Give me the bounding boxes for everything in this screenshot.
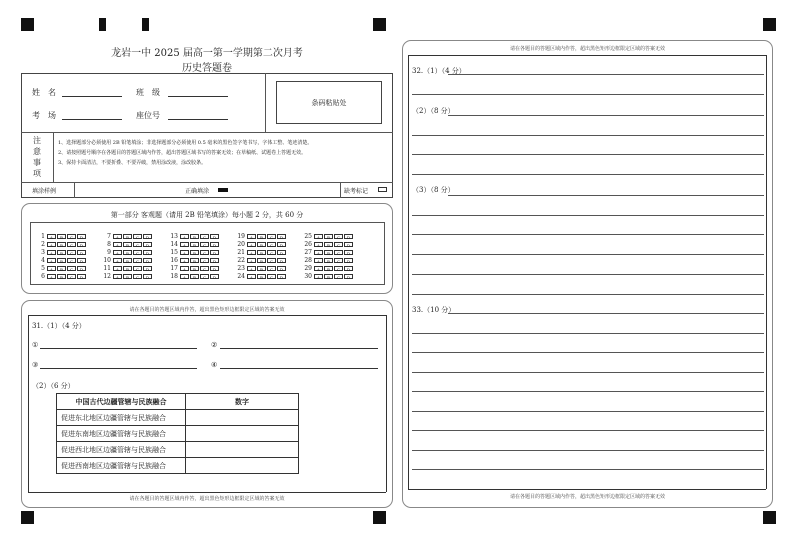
answer-bubble-26-D[interactable]: D xyxy=(344,242,353,247)
objective-question-3 xyxy=(37,249,87,256)
answer-bubble-29-B[interactable]: B xyxy=(324,266,333,271)
registration-mark-top-1 xyxy=(99,18,106,31)
q31-blank-4[interactable] xyxy=(220,368,378,369)
answer-bubble-17-D[interactable]: D xyxy=(210,266,219,271)
q31-bottom-border xyxy=(28,492,386,493)
question-number: 6 xyxy=(41,273,45,280)
q31-blank-1[interactable] xyxy=(40,348,197,349)
answer-bubble-22-B[interactable]: B xyxy=(257,258,266,263)
answer-bubble-11-A[interactable]: A xyxy=(113,266,122,271)
objective-question-1 xyxy=(37,233,87,240)
name-label: 姓 名 xyxy=(32,88,56,97)
fill-sample-label: 填涂样例 xyxy=(32,188,57,195)
notice-item-3: 3、保持卡面清洁，不要折叠、不要弄破，禁用涂改液，涂改胶条。 xyxy=(58,160,207,166)
answer-bubble-9-B[interactable]: B xyxy=(123,250,132,255)
answer-bubble-18-D[interactable]: D xyxy=(210,274,219,279)
answer-bubble-25-A[interactable]: A xyxy=(314,234,323,239)
answer-line-14[interactable] xyxy=(412,333,764,334)
objective-question-18 xyxy=(170,273,220,280)
answer-bubble-9-D[interactable]: D xyxy=(143,250,152,255)
answer-line-11[interactable] xyxy=(412,274,764,275)
answer-line-7[interactable] xyxy=(448,195,764,196)
q31-blank-3-label: ③ xyxy=(32,361,39,369)
q31-part2-label: （2）（6 分） xyxy=(32,382,75,390)
registration-mark-top-left xyxy=(21,18,34,31)
answer-bubble-23-D[interactable]: D xyxy=(277,266,286,271)
answer-line-12[interactable] xyxy=(412,294,764,295)
question-number: 21 xyxy=(237,249,245,256)
question-number: 28 xyxy=(304,257,312,264)
answer-line-4[interactable] xyxy=(412,135,764,136)
objective-question-6 xyxy=(37,273,87,280)
answer-bubble-7-D[interactable]: D xyxy=(143,234,152,239)
answer-bubble-5-D[interactable]: D xyxy=(77,266,86,271)
answer-bubble-11-D[interactable]: D xyxy=(143,266,152,271)
q31-table-answer-cell[interactable] xyxy=(186,410,299,426)
answer-bubble-14-B[interactable]: B xyxy=(190,242,199,247)
answer-bubble-15-D[interactable]: D xyxy=(210,250,219,255)
q31-part1-label: 31.（1）（4 分） xyxy=(32,322,86,330)
answer-bubble-2-B[interactable]: B xyxy=(57,242,66,247)
info-divider xyxy=(21,132,393,133)
answer-bubble-18-C[interactable]: C xyxy=(200,274,209,279)
answer-line-13[interactable] xyxy=(448,313,764,314)
answer-bubble-7-A[interactable]: A xyxy=(113,234,122,239)
q31-table-header-number: 数字 xyxy=(186,394,299,410)
answer-bubble-26-B[interactable]: B xyxy=(324,242,333,247)
answer-bubble-18-A[interactable]: A xyxy=(180,274,189,279)
answer-bubble-1-B[interactable]: B xyxy=(57,234,66,239)
objective-question-24 xyxy=(237,273,287,280)
question-number: 8 xyxy=(107,241,111,248)
objective-question-8 xyxy=(103,241,153,248)
answer-bubble-20-A[interactable]: A xyxy=(247,242,256,247)
objective-question-29 xyxy=(304,265,354,272)
answer-bubble-26-A[interactable]: A xyxy=(314,242,323,247)
q31-blank-1-label: ① xyxy=(32,341,39,349)
answer-bubble-27-C[interactable]: C xyxy=(334,250,343,255)
q31-left-border xyxy=(28,315,29,492)
answer-bubble-22-D[interactable]: D xyxy=(277,258,286,263)
answer-bubble-30-B[interactable]: B xyxy=(324,274,333,279)
class-field[interactable] xyxy=(168,96,228,97)
answer-line-21[interactable] xyxy=(412,469,764,470)
question-number: 2 xyxy=(41,241,45,248)
answer-bubble-27-A[interactable]: A xyxy=(314,250,323,255)
answer-bubble-4-D[interactable]: D xyxy=(77,258,86,263)
answer-bubble-21-D[interactable]: D xyxy=(277,250,286,255)
q31-blank-2[interactable] xyxy=(220,348,378,349)
q31-top-border xyxy=(28,315,386,316)
answer-bubble-22-C[interactable]: C xyxy=(267,258,276,263)
answer-bubble-1-C[interactable]: C xyxy=(67,234,76,239)
answer-bubble-6-B[interactable]: B xyxy=(57,274,66,279)
objective-question-19 xyxy=(237,233,287,240)
question-number: 15 xyxy=(170,249,178,256)
objective-question-16 xyxy=(170,257,220,264)
notice-divider xyxy=(21,182,393,183)
answer-bubble-9-A[interactable]: A xyxy=(113,250,122,255)
answer-bubble-10-D[interactable]: D xyxy=(143,258,152,263)
table-row xyxy=(57,458,299,474)
registration-mark-top-right xyxy=(763,18,776,31)
answer-bubble-3-D[interactable]: D xyxy=(77,250,86,255)
q33-label: 33.（10 分） xyxy=(412,306,456,314)
q31-table-row-label: 促进东北地区边疆管辖与民族融合 xyxy=(57,410,186,426)
answer-bubble-28-B[interactable]: B xyxy=(324,258,333,263)
answer-bubble-6-D[interactable]: D xyxy=(77,274,86,279)
answer-bubble-17-A[interactable]: A xyxy=(180,266,189,271)
q31-table-row-label: 促进西南地区边疆管辖与民族融合 xyxy=(57,458,186,474)
registration-mark-bottom-left xyxy=(21,511,34,524)
answer-bubble-12-A[interactable]: A xyxy=(113,274,122,279)
answer-bubble-1-A[interactable]: A xyxy=(47,234,56,239)
answer-line-9[interactable] xyxy=(412,234,764,235)
seat-label: 座位号 xyxy=(136,111,160,120)
notice-title-divider xyxy=(53,132,54,182)
barcode-label: 条码粘贴处 xyxy=(311,99,347,107)
answer-bubble-9-C[interactable]: C xyxy=(133,250,142,255)
answer-bubble-6-A[interactable]: A xyxy=(47,274,56,279)
barcode-divider xyxy=(265,73,266,132)
answer-bubble-13-D[interactable]: D xyxy=(210,234,219,239)
answer-bubble-28-C[interactable]: C xyxy=(334,258,343,263)
room-label: 考 场 xyxy=(32,111,56,120)
q31-blank-3[interactable] xyxy=(40,368,197,369)
objective-question-14 xyxy=(170,241,220,248)
answer-bubble-28-A[interactable]: A xyxy=(314,258,323,263)
question-number: 22 xyxy=(237,257,245,264)
question-number: 18 xyxy=(170,273,178,280)
question-number: 17 xyxy=(170,265,178,272)
answer-bubble-1-D[interactable]: D xyxy=(77,234,86,239)
q31-region-notice-bottom: 请在各题目的答题区域内作答，超出黑色矩形边框限定区域的答案无效 xyxy=(129,496,285,502)
registration-mark-top-center xyxy=(373,18,386,31)
answer-bubble-2-A[interactable]: A xyxy=(47,242,56,247)
name-field[interactable] xyxy=(62,96,122,97)
answer-bubble-12-D[interactable]: D xyxy=(143,274,152,279)
q32-part2-label: （2）（8 分） xyxy=(412,107,455,115)
right-region-notice-top: 请在各题目的答题区域内作答，超出黑色矩形边框限定区域的答案无效 xyxy=(509,46,665,52)
answer-line-6[interactable] xyxy=(412,174,764,175)
question-number: 10 xyxy=(103,257,111,264)
q31-table-row-label: 促进东南地区边疆管辖与民族融合 xyxy=(57,426,186,442)
notice-title-1: 注 xyxy=(33,136,41,145)
answer-line-3[interactable] xyxy=(448,115,764,116)
objective-question-4 xyxy=(37,257,87,264)
fill-sample-divider-2 xyxy=(340,182,341,198)
answer-bubble-29-A[interactable]: A xyxy=(314,266,323,271)
absent-mark-box[interactable] xyxy=(378,187,387,192)
q31-table-answer-cell[interactable] xyxy=(186,426,299,442)
question-number: 13 xyxy=(170,233,178,240)
q31-region-notice-top: 请在各题目的答题区域内作答，超出黑色矩形边框限定区域的答案无效 xyxy=(129,307,285,313)
table-row xyxy=(57,426,299,442)
question-number: 24 xyxy=(237,273,245,280)
objective-question-17 xyxy=(170,265,220,272)
question-number: 1 xyxy=(41,233,45,240)
question-number: 30 xyxy=(304,273,312,280)
q31-table-header-region: 中国古代边疆管辖与民族融合 xyxy=(57,394,186,410)
answer-bubble-2-C[interactable]: C xyxy=(67,242,76,247)
right-top-border xyxy=(408,55,766,56)
right-left-border xyxy=(408,55,409,489)
answer-bubble-7-B[interactable]: B xyxy=(123,234,132,239)
answer-bubble-14-A[interactable]: A xyxy=(180,242,189,247)
answer-bubble-17-B[interactable]: B xyxy=(190,266,199,271)
objective-question-7 xyxy=(103,233,153,240)
answer-bubble-15-C[interactable]: C xyxy=(200,250,209,255)
answer-bubble-27-B[interactable]: B xyxy=(324,250,333,255)
registration-mark-top-2 xyxy=(142,18,149,31)
answer-bubble-26-C[interactable]: C xyxy=(334,242,343,247)
answer-line-20[interactable] xyxy=(412,450,764,451)
answer-bubble-21-B[interactable]: B xyxy=(257,250,266,255)
answer-bubble-5-A[interactable]: A xyxy=(47,266,56,271)
question-number: 20 xyxy=(237,241,245,248)
question-number: 11 xyxy=(103,265,111,272)
answer-line-1[interactable] xyxy=(448,74,764,75)
answer-bubble-27-D[interactable]: D xyxy=(344,250,353,255)
answer-bubble-16-B[interactable]: B xyxy=(190,258,199,263)
class-label: 班 级 xyxy=(136,88,160,97)
answer-bubble-2-D[interactable]: D xyxy=(77,242,86,247)
answer-bubble-24-D[interactable]: D xyxy=(277,274,286,279)
registration-mark-bottom-center xyxy=(373,511,386,524)
answer-line-5[interactable] xyxy=(412,154,764,155)
question-number: 23 xyxy=(237,265,245,272)
objective-question-25 xyxy=(304,233,354,240)
correct-fill-label: 正确填涂 xyxy=(185,188,210,195)
answer-bubble-11-C[interactable]: C xyxy=(133,266,142,271)
q32-part1-label: 32.（1）（4 分） xyxy=(412,67,466,75)
objective-question-2 xyxy=(37,241,87,248)
answer-bubble-23-C[interactable]: C xyxy=(267,266,276,271)
answer-bubble-25-B[interactable]: B xyxy=(324,234,333,239)
right-right-border xyxy=(766,55,767,489)
answer-bubble-25-D[interactable]: D xyxy=(344,234,353,239)
answer-line-8[interactable] xyxy=(412,215,764,216)
answer-bubble-13-B[interactable]: B xyxy=(190,234,199,239)
answer-bubble-8-B[interactable]: B xyxy=(123,242,132,247)
objective-question-22 xyxy=(237,257,287,264)
question-number: 4 xyxy=(41,257,45,264)
answer-bubble-17-C[interactable]: C xyxy=(200,266,209,271)
answer-bubble-23-A[interactable]: A xyxy=(247,266,256,271)
exam-title: 龙岩一中 2025 届高一第一学期第二次月考 xyxy=(111,48,303,59)
objective-question-10 xyxy=(103,257,153,264)
room-field[interactable] xyxy=(62,119,122,120)
answer-line-15[interactable] xyxy=(412,352,764,353)
answer-bubble-20-B[interactable]: B xyxy=(257,242,266,247)
answer-bubble-3-B[interactable]: B xyxy=(57,250,66,255)
exam-subtitle: 历史答题卷 xyxy=(182,63,232,74)
answer-bubble-3-A[interactable]: A xyxy=(47,250,56,255)
notice-title-4: 项 xyxy=(33,169,41,178)
objective-question-26 xyxy=(304,241,354,248)
q31-blank-2-label: ② xyxy=(211,341,218,349)
answer-bubble-18-B[interactable]: B xyxy=(190,274,199,279)
answer-bubble-21-C[interactable]: C xyxy=(267,250,276,255)
answer-bubble-15-B[interactable]: B xyxy=(190,250,199,255)
answer-bubble-12-B[interactable]: B xyxy=(123,274,132,279)
answer-bubble-6-C[interactable]: C xyxy=(67,274,76,279)
seat-field[interactable] xyxy=(168,119,228,120)
answer-bubble-19-A[interactable]: A xyxy=(247,234,256,239)
answer-bubble-25-C[interactable]: C xyxy=(334,234,343,239)
question-number: 29 xyxy=(304,265,312,272)
answer-bubble-11-B[interactable]: B xyxy=(123,266,132,271)
notice-item-1: 1、选择题部分必须使用 2B 铅笔填涂；非选择题部分必须使用 0.5 毫米的黑色签字笔书写，字体工整、笔迹清楚。 xyxy=(58,140,313,146)
answer-bubble-13-A[interactable]: A xyxy=(180,234,189,239)
fill-sample-divider-1 xyxy=(74,182,75,198)
answer-bubble-28-D[interactable]: D xyxy=(344,258,353,263)
answer-bubble-20-C[interactable]: C xyxy=(267,242,276,247)
question-number: 14 xyxy=(170,241,178,248)
question-number: 19 xyxy=(237,233,245,240)
q31-right-border xyxy=(386,315,387,492)
q31-table-answer-cell[interactable] xyxy=(186,458,299,474)
answer-bubble-29-C[interactable]: C xyxy=(334,266,343,271)
answer-line-16[interactable] xyxy=(412,372,764,373)
answer-bubble-19-C[interactable]: C xyxy=(267,234,276,239)
objective-question-9 xyxy=(103,249,153,256)
answer-bubble-10-A[interactable]: A xyxy=(113,258,122,263)
answer-bubble-10-C[interactable]: C xyxy=(133,258,142,263)
answer-bubble-29-D[interactable]: D xyxy=(344,266,353,271)
q31-blank-4-label: ④ xyxy=(211,361,218,369)
answer-bubble-15-A[interactable]: A xyxy=(180,250,189,255)
answer-bubble-24-A[interactable]: A xyxy=(247,274,256,279)
objective-question-27 xyxy=(304,249,354,256)
answer-bubble-30-D[interactable]: D xyxy=(344,274,353,279)
objective-question-20 xyxy=(237,241,287,248)
answer-bubble-19-D[interactable]: D xyxy=(277,234,286,239)
answer-bubble-30-A[interactable]: A xyxy=(314,274,323,279)
absent-mark-label: 缺考标记 xyxy=(344,188,369,195)
right-bottom-border xyxy=(408,489,766,490)
answer-bubble-16-D[interactable]: D xyxy=(210,258,219,263)
objective-question-12 xyxy=(103,273,153,280)
answer-bubble-16-C[interactable]: C xyxy=(200,258,209,263)
registration-mark-bottom-right xyxy=(763,511,776,524)
answer-bubble-14-D[interactable]: D xyxy=(210,242,219,247)
answer-bubble-22-A[interactable]: A xyxy=(247,258,256,263)
correct-fill-sample xyxy=(218,188,228,192)
answer-bubble-3-C[interactable]: C xyxy=(67,250,76,255)
answer-bubble-20-D[interactable]: D xyxy=(277,242,286,247)
answer-bubble-4-B[interactable]: B xyxy=(57,258,66,263)
notice-title-2: 意 xyxy=(33,147,41,156)
question-number: 9 xyxy=(107,249,111,256)
answer-line-19[interactable] xyxy=(412,430,764,431)
table-row xyxy=(57,410,299,426)
answer-bubble-24-B[interactable]: B xyxy=(257,274,266,279)
answer-line-2[interactable] xyxy=(412,94,764,95)
objective-question-5 xyxy=(37,265,87,272)
question-number: 26 xyxy=(304,241,312,248)
part1-heading: 第一部分 客观题（请用 2B 铅笔填涂）每小题 2 分，共 60 分 xyxy=(110,211,304,219)
answer-bubble-4-A[interactable]: A xyxy=(47,258,56,263)
notice-title-3: 事 xyxy=(33,158,41,167)
q31-table-answer-cell[interactable] xyxy=(186,442,299,458)
answer-bubble-12-C[interactable]: C xyxy=(133,274,142,279)
answer-bubble-14-C[interactable]: C xyxy=(200,242,209,247)
answer-bubble-21-A[interactable]: A xyxy=(247,250,256,255)
answer-bubble-13-C[interactable]: C xyxy=(200,234,209,239)
objective-question-11 xyxy=(103,265,153,272)
answer-bubble-19-B[interactable]: B xyxy=(257,234,266,239)
objective-question-21 xyxy=(237,249,287,256)
objective-question-15 xyxy=(170,249,220,256)
answer-bubble-23-B[interactable]: B xyxy=(257,266,266,271)
q31-table-row-label: 促进西北地区边疆管辖与民族融合 xyxy=(57,442,186,458)
notice-item-2: 2、请按照题号顺序在各题目的答题区域内作答，超出答题区域书写的答案无效；在草稿纸、试题卷上答题无效。 xyxy=(58,150,307,156)
question-number: 27 xyxy=(304,249,312,256)
q31-fusion-table xyxy=(56,393,299,474)
answer-line-17[interactable] xyxy=(412,391,764,392)
answer-bubble-7-C[interactable]: C xyxy=(133,234,142,239)
answer-bubble-8-D[interactable]: D xyxy=(143,242,152,247)
answer-bubble-8-C[interactable]: C xyxy=(133,242,142,247)
question-number: 3 xyxy=(41,249,45,256)
objective-question-13 xyxy=(170,233,220,240)
question-number: 12 xyxy=(103,273,111,280)
question-number: 25 xyxy=(304,233,312,240)
q32-part3-label: （3）（8 分） xyxy=(412,186,455,194)
question-number: 7 xyxy=(107,233,111,240)
objective-question-23 xyxy=(237,265,287,272)
answer-bubble-4-C[interactable]: C xyxy=(67,258,76,263)
answer-line-10[interactable] xyxy=(412,254,764,255)
answer-bubble-8-A[interactable]: A xyxy=(113,242,122,247)
answer-bubble-24-C[interactable]: C xyxy=(267,274,276,279)
objective-question-30 xyxy=(304,273,354,280)
answer-bubble-30-C[interactable]: C xyxy=(334,274,343,279)
answer-bubble-10-B[interactable]: B xyxy=(123,258,132,263)
question-number: 5 xyxy=(41,265,45,272)
answer-bubble-5-B[interactable]: B xyxy=(57,266,66,271)
right-region-notice-bottom: 请在各题目的答题区域内作答，超出黑色矩形边框限定区域的答案无效 xyxy=(509,494,665,500)
answer-line-18[interactable] xyxy=(412,411,764,412)
question-number: 16 xyxy=(170,257,178,264)
answer-bubble-16-A[interactable]: A xyxy=(180,258,189,263)
table-row xyxy=(57,442,299,458)
answer-bubble-5-C[interactable]: C xyxy=(67,266,76,271)
objective-question-28 xyxy=(304,257,354,264)
